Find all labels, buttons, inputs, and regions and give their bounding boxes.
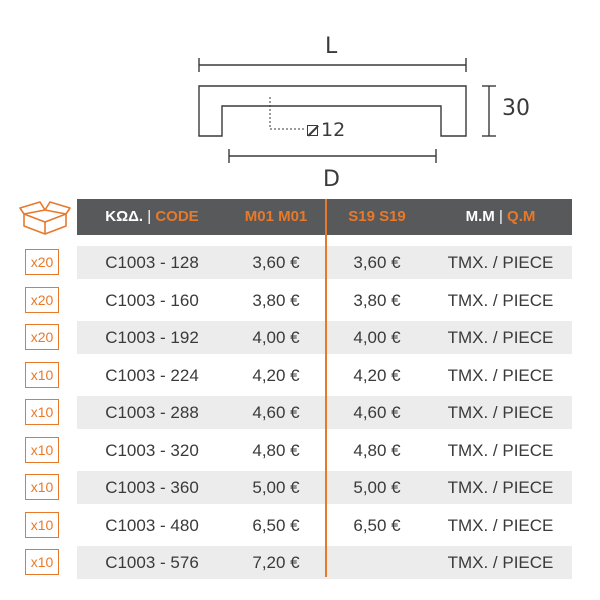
product-code: C1003 - 480 bbox=[105, 516, 199, 535]
unit-gr: TMX. bbox=[447, 291, 489, 310]
price-m01: 4,20 € bbox=[252, 366, 300, 385]
pack-quantity-badge: x20 bbox=[25, 287, 59, 313]
pack-quantity-badge: x10 bbox=[25, 399, 59, 425]
price-m01: 3,60 € bbox=[252, 253, 300, 272]
unit-separator: / bbox=[488, 291, 503, 310]
unit-cell bbox=[429, 546, 572, 579]
header-unit-en: Q.M bbox=[507, 208, 536, 225]
price-m01: 3,80 € bbox=[252, 291, 300, 310]
unit-cell bbox=[429, 509, 572, 542]
unit-en: PIECE bbox=[502, 253, 554, 272]
unit-en: PIECE bbox=[502, 328, 554, 347]
unit-cell bbox=[429, 434, 572, 467]
price-m01: 4,60 € bbox=[252, 403, 300, 422]
product-code: C1003 - 192 bbox=[105, 328, 199, 347]
price-m01: 4,00 € bbox=[252, 328, 300, 347]
unit-en: PIECE bbox=[502, 366, 554, 385]
length-label: L bbox=[325, 34, 338, 59]
section-value: 12 bbox=[321, 119, 346, 141]
unit-en: PIECE bbox=[502, 478, 554, 497]
unit-en: PIECE bbox=[502, 441, 554, 460]
unit-separator: / bbox=[488, 441, 503, 460]
unit-en: PIECE bbox=[502, 403, 554, 422]
unit-separator: / bbox=[488, 328, 503, 347]
pack-quantity-badge: x10 bbox=[25, 362, 59, 388]
unit-separator: / bbox=[488, 366, 503, 385]
price-s19: 4,60 € bbox=[353, 403, 401, 422]
unit-separator: / bbox=[488, 253, 503, 272]
header-separator: | bbox=[494, 208, 508, 225]
pack-quantity-badge: x20 bbox=[25, 324, 59, 350]
pack-quantity-badge: x10 bbox=[25, 474, 59, 500]
square-section-icon bbox=[307, 125, 318, 136]
unit-cell bbox=[429, 396, 572, 429]
price-m01: 5,00 € bbox=[252, 478, 300, 497]
pack-quantity-badge: x10 bbox=[25, 512, 59, 538]
header-m01: M01 M01 bbox=[244, 208, 308, 225]
unit-cell bbox=[429, 246, 572, 279]
pack-quantity-badge: x10 bbox=[25, 549, 59, 575]
unit-gr: TMX. bbox=[447, 478, 489, 497]
product-code: C1003 - 160 bbox=[105, 291, 199, 310]
price-s19: 4,00 € bbox=[353, 328, 401, 347]
section-label bbox=[307, 119, 345, 141]
height-label: 30 bbox=[502, 96, 530, 121]
unit-separator: / bbox=[488, 478, 503, 497]
header-unit bbox=[429, 199, 572, 235]
price-m01: 6,50 € bbox=[252, 516, 300, 535]
header-s19: S19 S19 bbox=[348, 208, 406, 225]
product-code: C1003 - 320 bbox=[105, 441, 199, 460]
price-s19: 5,00 € bbox=[353, 478, 401, 497]
price-m01: 4,80 € bbox=[252, 441, 300, 460]
unit-cell bbox=[429, 471, 572, 504]
product-code: C1003 - 128 bbox=[105, 253, 199, 272]
product-code: C1003 - 576 bbox=[105, 553, 199, 572]
header-code-en: CODE bbox=[155, 208, 199, 225]
unit-en: PIECE bbox=[502, 553, 554, 572]
unit-cell bbox=[429, 284, 572, 317]
unit-cell bbox=[429, 321, 572, 354]
pack-quantity-badge: x10 bbox=[25, 437, 59, 463]
product-code: C1003 - 288 bbox=[105, 403, 199, 422]
pack-quantity-badge: x20 bbox=[25, 249, 59, 275]
product-code: C1003 - 224 bbox=[105, 366, 199, 385]
unit-gr: TMX. bbox=[447, 253, 489, 272]
header-separator: | bbox=[143, 208, 156, 225]
price-s19: 6,50 € bbox=[353, 516, 401, 535]
unit-separator: / bbox=[488, 516, 503, 535]
price-s19: 4,80 € bbox=[353, 441, 401, 460]
header-unit-gr: M.M bbox=[465, 208, 495, 225]
column-divider bbox=[325, 199, 327, 577]
price-m01: 7,20 € bbox=[252, 553, 300, 572]
header-code-gr: ΚΩΔ. bbox=[105, 208, 144, 225]
unit-gr: TMX. bbox=[447, 328, 489, 347]
price-s19: 3,60 € bbox=[353, 253, 401, 272]
unit-gr: TMX. bbox=[447, 553, 489, 572]
price-s19 bbox=[327, 546, 427, 579]
unit-gr: TMX. bbox=[447, 403, 489, 422]
open-box-icon bbox=[18, 200, 72, 236]
distance-label: D bbox=[323, 167, 340, 192]
product-code: C1003 - 360 bbox=[105, 478, 199, 497]
unit-en: PIECE bbox=[502, 291, 554, 310]
unit-gr: TMX. bbox=[447, 516, 489, 535]
unit-en: PIECE bbox=[502, 516, 554, 535]
unit-gr: TMX. bbox=[447, 441, 489, 460]
header-code bbox=[77, 199, 227, 235]
unit-separator: / bbox=[488, 403, 503, 422]
unit-cell bbox=[429, 359, 572, 392]
unit-separator: / bbox=[488, 553, 503, 572]
price-s19: 4,20 € bbox=[353, 366, 401, 385]
price-s19: 3,80 € bbox=[353, 291, 401, 310]
unit-gr: TMX. bbox=[447, 366, 489, 385]
